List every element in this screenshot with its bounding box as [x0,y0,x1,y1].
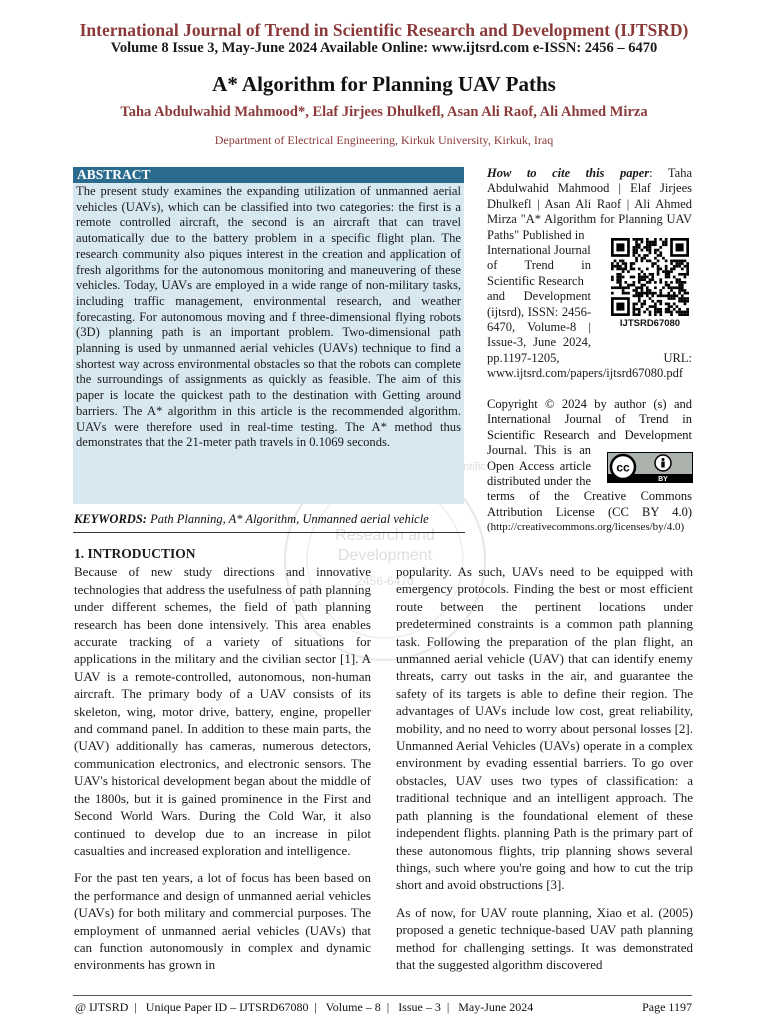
citation-line: Dhulkefl | Asan Ali Raof | Ali Ahmed [487,196,692,211]
citation-line: International Journal [487,243,591,258]
qr-label: IJTSRD67080 [619,318,681,329]
abstract-text: The present study examines the expanding utilization of unmanned aerial vehicles (UAVs), which can be classified into two categories: the first is a remote controlled aircraft, the second is an aircraft that can travel automatically due to the battery problem in a specific flight plan. The research community also piques interest in the creation and application of fresh algorithms for the autonomous monitoring and maneuvering of these vehicles. Today, UAVs are employed in a wide range of non-military tasks, including traffic management, environmental research, and weather forecasting. For autonomous moving and f three-dimensional flying robots (3D) planning path is an important problem. Two-dimensional path planning is used by unmanned aerial vehicles (UAVs) technique to find a shortest way across environmental obstacles so that the robots can complete the surroundings of assignments as quickly as feasible. The aim of this paper is locate the quickest path to the destination with Getting around barriers. The A* algorithm in this article is the recommended algorithm. UAVs were therefore used in real-time testing. The A* method thus demonstrates that the 21-meter path travels in 0.1069 seconds. [76,184,461,450]
copyright-line: Copyright © 2024 by author (s) and [487,397,692,411]
qr-code [609,238,691,334]
footer-volume: Volume – 8 [325,1000,381,1014]
keywords-label: KEYWORDS: [74,512,147,526]
paper-affiliation: Department of Electrical Engineering, Kirkuk University, Kirkuk, Iraq [214,133,554,147]
citation-line: of Trend in [487,258,591,273]
volume-line: Volume 8 Issue 3, May-June 2024 Available Online: www.ijtsrd.com e-ISSN: 2456 – 6470 [110,40,658,56]
citation-pages: pp.1197-1205, [487,350,560,365]
paper-title: A* Algorithm for Planning UAV Paths [212,72,556,96]
copyright-line: distributed under the [487,474,591,489]
intro-paragraph: popularity. As such, UAVs need to be equipped with emergency protocols. Finding the best or most efficient route between the pertinent locations under predetermined constraints is a common path planning task. Following the preparation of the plan flight, an unmanned aerial vehicle (UAV) that can identify enemy threats, carry out tasks in the air, and guarantee the safety of its targets is able to define their region. The advantages of UAVs include low cost, great reliability, mobility, and no need to worry about personal losses [2]. Unmanned Aerial Vehicles (UAVs) operate in a complex environment by evading essential barriers. To go over obstacles, UAV uses two types of classification: a traditional technique and an intelligent approach. The path planning is the foundational element of these independent flights. planning Path is the primary part of these autonomous flights, trip planning shows several things, such where you're going and how to cut the trip short and avoid obstructions [3]. [396,564,693,893]
citation-line: (ijtsrd), ISSN: 2456- [487,304,591,319]
intro-paragraph: As of now, for UAV route planning, Xiao et al. (2005) proposed a genetic technique-based UAV path planning method for challenging settings. It was demonstrated that the suggested algorithm discovered [396,904,693,972]
abstract-heading: ABSTRACT [73,167,464,183]
copyright-line: Attribution License (CC BY 4.0) [487,504,692,519]
intro-left-column [74,545,371,984]
keywords-rule [73,532,465,533]
citation-line: Abdulwahid Mahmood | Elaf Jirjees [487,181,692,196]
footer-rule [73,995,692,996]
keywords [74,512,466,527]
abstract-box [73,167,464,504]
citation-line: Paths" Published in [487,227,585,242]
citation-url[interactable]: www.ijtsrd.com/papers/ijtsrd67080.pdf [487,366,684,381]
cc-by-badge-icon [607,452,693,483]
footer-issue: Issue – 3 [398,1000,441,1014]
citation-url-label: URL: [663,350,692,365]
footer-page: Page 1197 [642,1000,692,1014]
citation-line: and Development [487,289,591,304]
section-heading: 1. INTRODUCTION [74,546,196,561]
intro-paragraph: For the past ten years, a lot of focus has been based on the performance and design of unmanned aerial vehicles (UAVs) for both military and commercial purposes. The employment of unmanned aerial vehicles (UAVs) that can function autonomously in complex and dynamic environments has grown in [74,870,371,973]
citation-line: Mirza "A* Algorithm for Planning UAV [487,212,692,227]
copyright-line: Open Access article [487,458,591,473]
copyright-line: Journal. This is an [487,443,591,458]
watermark-issn: 2456-6470 [356,574,414,588]
cc-license-link[interactable]: (http://creativecommons.org/licenses/by/4.0) [487,521,685,534]
copyright-line: International Journal of Trend in [487,412,692,427]
intro-right-column [396,563,693,983]
page-footer: @ IJTSRD | Unique Paper ID – IJTSRD67080 | Volume – 8 | Issue – 3 | May-June 2024 Page 1197 [75,1000,692,1014]
intro-paragraph: Because of new study directions and innovative technologies that address the usefulness of path planning under different schemes, the field of path planning research has been done intensively. This area enables accurate tracking of a variety of situations for applications in the military and the civilian sector [1]. A UAV is a remote-controlled, autonomous, non-human aircraft. The primary body of a UAV consists of its skeleton, wing, motor drive, battery, engine, propeller and command panel. In addition to these main parts, the (UAV) additionally has cameras, numerous detectors, communication electronics, and electronic sensors. The UAV's historical development began about the middle of the 1800s, but it is gained prominence in the First and Second World Wars. During the Cold War, it also continued to develop due to an increase in pilot casualties and increased exploration and intelligence. [74,564,371,858]
watermark-line2: Development [337,547,433,564]
cc-badge-text: BY [658,476,668,483]
footer-org: @ IJTSRD [75,1000,129,1014]
copyright-line: Scientific Research and Development [487,427,692,442]
footer-paper-id: Unique Paper ID – IJTSRD67080 [145,1000,309,1014]
citation-line: How to cite this paper: Taha [487,166,693,180]
qr-code-icon [611,238,689,316]
footer-date: May-June 2024 [458,1000,534,1014]
citation-line: 6470, Volume-8 | [487,320,591,335]
journal-name: International Journal of Trend in Scientific Research and Development (IJTSRD) [79,20,689,40]
citation-line: Issue-3, June 2024, [487,335,591,350]
citation-line: Scientific Research [487,273,584,288]
watermark-line1: Research and [335,527,435,544]
copyright-line: terms of the Creative Commons [487,489,692,504]
keywords-text: Path Planning, A* Algorithm, Unmanned aerial vehicle [150,512,429,526]
citation-line [487,351,692,366]
paper-authors: Taha Abdulwahid Mahmood*, Elaf Jirjees Dhulkefl, Asan Ali Raof, Ali Ahmed Mirza [120,104,648,120]
svg-text:cc: cc [616,460,630,475]
